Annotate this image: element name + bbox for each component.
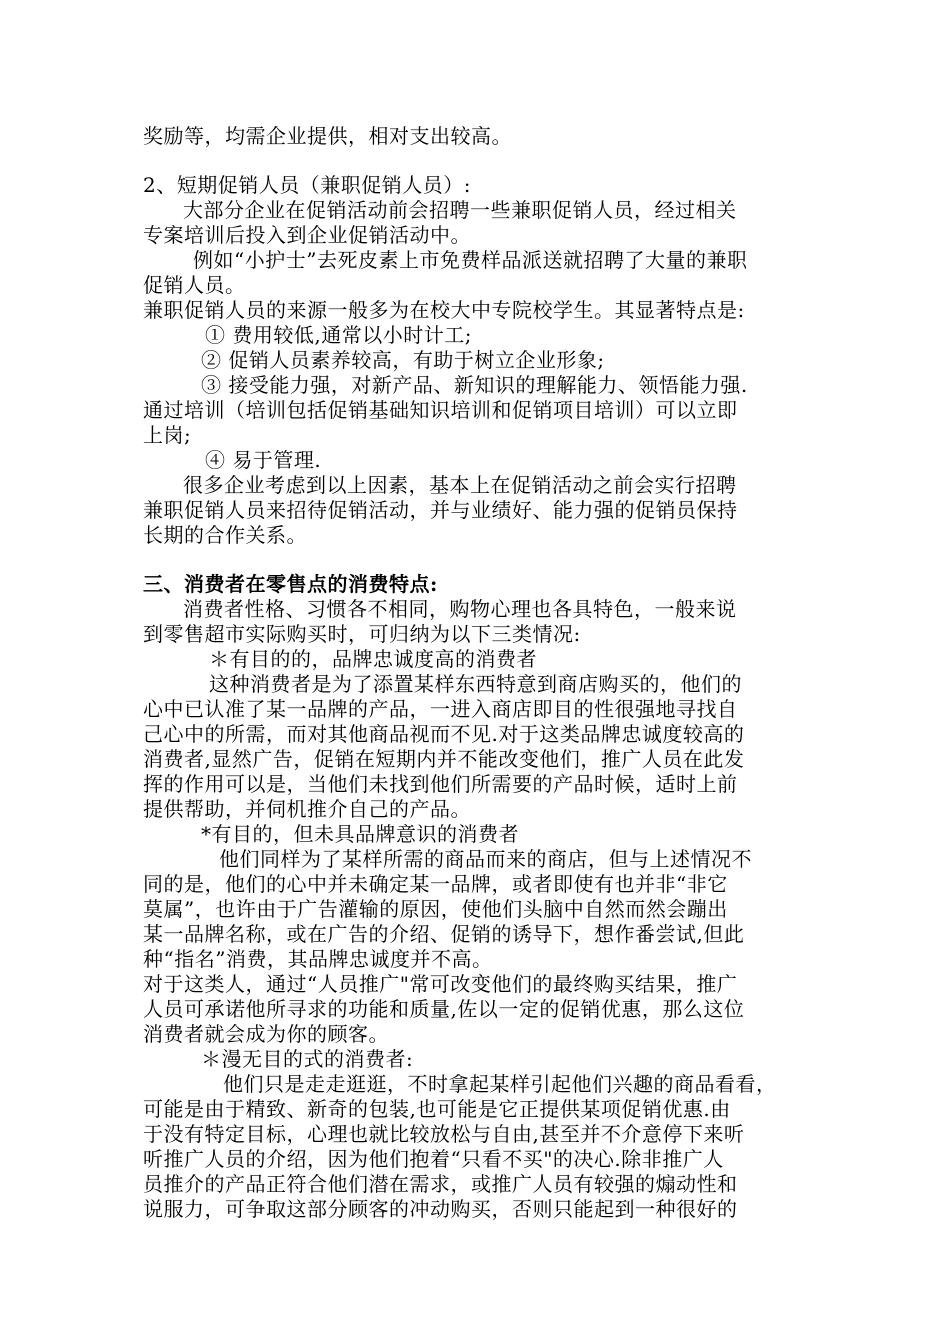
text-line: 对于这类人，通过“人员推广"常可改变他们的最终购买结果，推广 (143, 972, 738, 996)
text-line: 促销人员。 (143, 273, 246, 297)
text-line: 挥的作用可以是，当他们未找到他们所需要的产品时候，适时上前 (143, 772, 738, 796)
list-item: ③ 接受能力强，对新产品、新知识的理解能力、领悟能力强. (201, 373, 748, 397)
text-line: 听推广人员的介绍，因为他们抱着“只看不买"的决心.除非推广人 (143, 1147, 724, 1171)
text-line: 兼职促销人员来招待促销活动，并与业绩好、能力强的促销员保持 (143, 498, 738, 522)
text-line: 奖励等，均需企业提供，相对支出较高。 (143, 124, 512, 148)
text-line: 某一品牌名称，或在广告的介绍、促销的诱导下，想作番尝试,但此 (143, 922, 745, 946)
text-line: 大部分企业在促销活动前会招聘一些兼职促销人员，经过相关 (183, 198, 737, 222)
subheading: ＊漫无目的式的消费者: (201, 1047, 414, 1071)
subheading: ＊有目的的，品牌忠诚度高的消费者 (209, 647, 537, 671)
section-heading: 2、短期促销人员（兼职促销人员）: (143, 173, 471, 197)
text-line: 到零售超市实际购买时，可归纳为以下三类情况: (143, 622, 581, 646)
text-line: 他们同样为了某样所需的商品而来的商店，但与上述情况不 (219, 847, 752, 871)
list-item: ② 促销人员素养较高，有助于树立企业形象; (201, 348, 605, 372)
text-line: 例如“小护士”去死皮素上市免费样品派送就招聘了大量的兼职 (193, 248, 748, 272)
text-line: 人员可承诺他所寻求的功能和质量,佐以一定的促销优惠，那么这位 (143, 997, 745, 1021)
text-line: 这种消费者是为了添置某样东西特意到商店购买的，他们的 (209, 672, 742, 696)
text-line: 可能是由于精致、新奇的包装,也可能是它正提供某项促销优惠.由 (143, 1097, 731, 1121)
text-line: 通过培训（培训包括促销基础知识培训和促销项目培训）可以立即 (143, 398, 738, 422)
text-line: 心中已认准了某一品牌的产品，一进入商店即目的性很强地寻找自 (143, 697, 738, 721)
text-line: 长期的合作关系。 (143, 523, 307, 547)
text-line: 种“指名”消费，其品牌忠诚度并不高。 (143, 947, 493, 971)
text-line: 同的是，他们的心中并未确定某一品牌，或者即使有也并非“非它 (143, 872, 728, 896)
text-line: 很多企业考虑到以上因素，基本上在促销活动之前会实行招聘 (183, 473, 737, 497)
text-line: 消费者就会成为你的顾客。 (143, 1022, 389, 1046)
section-heading: 三、消费者在零售点的消费特点: (143, 572, 438, 596)
text-line: 说服力，可争取这部分顾客的冲动购买，否则只能起到一种很好的 (143, 1197, 738, 1221)
text-line: 消费者性格、习惯各不相同，购物心理也各具特色，一般来说 (183, 597, 737, 621)
text-line: 己心中的所需，而对其他商品视而不见.对于这类品牌忠诚度较高的 (143, 722, 745, 746)
text-line: 消费者,显然广告，促销在短期内并不能改变他们，推广人员在此发 (143, 747, 745, 771)
subheading: *有目的，但未具品牌意识的消费者 (201, 822, 519, 846)
list-item: ④ 易于管理. (205, 448, 322, 472)
text-line: 兼职促销人员的来源一般多为在校大中专院校学生。其显著特点是: (143, 298, 745, 322)
text-line: 于没有特定目标，心理也就比较放松与自由,甚至并不介意停下来听 (143, 1122, 745, 1146)
text-line: 提供帮助，并伺机推介自己的产品。 (143, 797, 471, 821)
text-line: 专案培训后投入到企业促销活动中。 (143, 223, 471, 247)
text-line: 上岗; (143, 423, 192, 447)
list-item: ① 费用较低,通常以小时计工; (205, 323, 472, 347)
text-line: 员推介的产品正符合他们潜在需求，或推广人员有较强的煽动性和 (143, 1172, 738, 1196)
text-line: 他们只是走走逛逛，不时拿起某样引起他们兴趣的商品看看， (223, 1072, 777, 1096)
text-line: 莫属”，也许由于广告灌输的原因，使他们头脑中自然而然会蹦出 (143, 897, 728, 921)
